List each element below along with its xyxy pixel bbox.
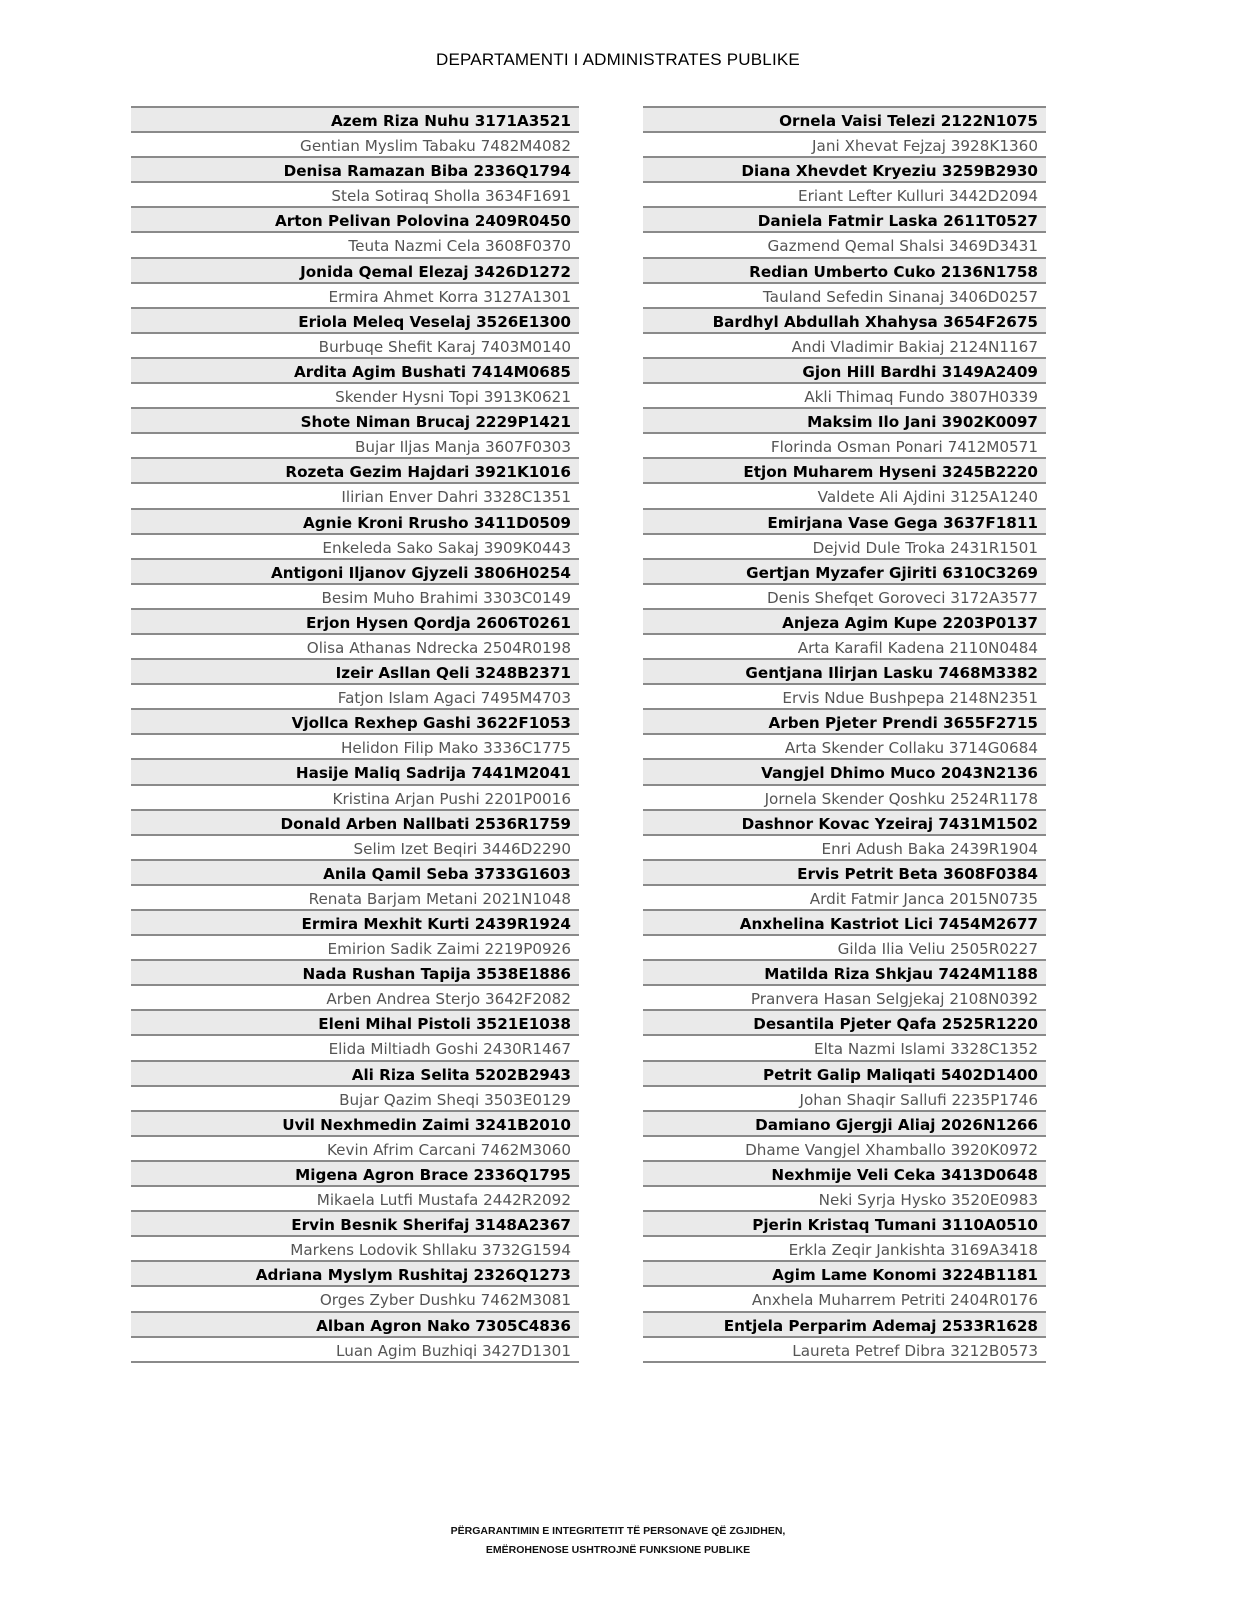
list-item: Bardhyl Abdullah Xhahysa 3654F2675 (643, 309, 1046, 334)
list-item: Antigoni Iljanov Gjyzeli 3806H0254 (131, 560, 579, 585)
list-item: Luan Agim Buzhiqi 3427D1301 (131, 1338, 579, 1363)
list-item: Eriola Meleq Veselaj 3526E1300 (131, 309, 579, 334)
footer-line-2: EMËROHENOSE USHTROJNË FUNKSIONE PUBLIKE (485, 1544, 751, 1556)
list-item: Anjeza Agim Kupe 2203P0137 (643, 610, 1046, 635)
list-item: Denisa Ramazan Biba 2336Q1794 (131, 158, 579, 183)
list-item: Orges Zyber Dushku 7462M3081 (131, 1287, 579, 1312)
list-item: Adriana Myslym Rushitaj 2326Q1273 (131, 1262, 579, 1287)
list-item: Ervis Petrit Beta 3608F0384 (643, 861, 1046, 886)
list-item: Anxhela Muharrem Petriti 2404R0176 (643, 1287, 1046, 1312)
list-item: Etjon Muharem Hyseni 3245B2220 (643, 459, 1046, 484)
list-item: Azem Riza Nuhu 3171A3521 (131, 108, 579, 133)
list-item: Agnie Kroni Rrusho 3411D0509 (131, 510, 579, 535)
list-item: Selim Izet Beqiri 3446D2290 (131, 836, 579, 861)
list-item: Donald Arben Nallbati 2536R1759 (131, 811, 579, 836)
list-item: Petrit Galip Maliqati 5402D1400 (643, 1062, 1046, 1087)
list-item: Erkla Zeqir Jankishta 3169A3418 (643, 1237, 1046, 1262)
list-item: Rozeta Gezim Hajdari 3921K1016 (131, 459, 579, 484)
list-item: Besim Muho Brahimi 3303C0149 (131, 585, 579, 610)
list-item: Matilda Riza Shkjau 7424M1188 (643, 961, 1046, 986)
list-item: Arta Karafil Kadena 2110N0484 (643, 635, 1046, 660)
list-item: Kristina Arjan Pushi 2201P0016 (131, 786, 579, 811)
list-item: Ardit Fatmir Janca 2015N0735 (643, 886, 1046, 911)
list-item: Gentjana Ilirjan Lasku 7468M3382 (643, 660, 1046, 685)
list-item: Ardita Agim Bushati 7414M0685 (131, 359, 579, 384)
footer-line-1: PËRGARANTIMIN E INTEGRITETIT TË PERSONAVE QË ZGJIDHEN, (450, 1525, 786, 1537)
list-item: Florinda Osman Ponari 7412M0571 (643, 434, 1046, 459)
list-item: Ermira Ahmet Korra 3127A1301 (131, 284, 579, 309)
list-item: Elta Nazmi Islami 3328C1352 (643, 1036, 1046, 1061)
list-item: Nexhmije Veli Ceka 3413D0648 (643, 1162, 1046, 1187)
list-item: Denis Shefqet Goroveci 3172A3577 (643, 585, 1046, 610)
list-item: Desantila Pjeter Qafa 2525R1220 (643, 1011, 1046, 1036)
list-item: Tauland Sefedin Sinanaj 3406D0257 (643, 284, 1046, 309)
list-item: Erjon Hysen Qordja 2606T0261 (131, 610, 579, 635)
list-item: Uvil Nexhmedin Zaimi 3241B2010 (131, 1112, 579, 1137)
list-item: Kevin Afrim Carcani 7462M3060 (131, 1137, 579, 1162)
list-item: Shote Niman Brucaj 2229P1421 (131, 409, 579, 434)
list-item: Hasije Maliq Sadrija 7441M2041 (131, 760, 579, 785)
list-item: Enri Adush Baka 2439R1904 (643, 836, 1046, 861)
list-item: Stela Sotiraq Sholla 3634F1691 (131, 183, 579, 208)
list-item: Johan Shaqir Sallufi 2235P1746 (643, 1087, 1046, 1112)
list-item: Dashnor Kovac Yzeiraj 7431M1502 (643, 811, 1046, 836)
left-name-list (131, 106, 579, 1363)
list-item: Ilirian Enver Dahri 3328C1351 (131, 484, 579, 509)
list-item: Mikaela Lutfi Mustafa 2442R2092 (131, 1187, 579, 1212)
list-item: Enkeleda Sako Sakaj 3909K0443 (131, 535, 579, 560)
list-item: Ervis Ndue Bushpepa 2148N2351 (643, 685, 1046, 710)
list-item: Ornela Vaisi Telezi 2122N1075 (643, 108, 1046, 133)
list-item: Arben Andrea Sterjo 3642F2082 (131, 986, 579, 1011)
list-item: Emirjana Vase Gega 3637F1811 (643, 510, 1046, 535)
list-item: Izeir Asllan Qeli 3248B2371 (131, 660, 579, 685)
list-item: Migena Agron Brace 2336Q1795 (131, 1162, 579, 1187)
list-item: Eriant Lefter Kulluri 3442D2094 (643, 183, 1046, 208)
list-item: Pjerin Kristaq Tumani 3110A0510 (643, 1212, 1046, 1237)
list-item: Dejvid Dule Troka 2431R1501 (643, 535, 1046, 560)
list-item: Arben Pjeter Prendi 3655F2715 (643, 710, 1046, 735)
list-item: Gilda Ilia Veliu 2505R0227 (643, 936, 1046, 961)
list-item: Alban Agron Nako 7305C4836 (131, 1313, 579, 1338)
list-item: Bujar Qazim Sheqi 3503E0129 (131, 1087, 579, 1112)
list-item: Arta Skender Collaku 3714G0684 (643, 735, 1046, 760)
list-item: Valdete Ali Ajdini 3125A1240 (643, 484, 1046, 509)
list-item: Burbuqe Shefit Karaj 7403M0140 (131, 334, 579, 359)
list-item: Anila Qamil Seba 3733G1603 (131, 861, 579, 886)
page-footer (0, 1522, 1236, 1560)
list-item: Laureta Petref Dibra 3212B0573 (643, 1338, 1046, 1363)
list-item: Elida Miltiadh Goshi 2430R1467 (131, 1036, 579, 1061)
list-item: Dhame Vangjel Xhamballo 3920K0972 (643, 1137, 1046, 1162)
list-item: Ali Riza Selita 5202B2943 (131, 1062, 579, 1087)
list-item: Damiano Gjergji Aliaj 2026N1266 (643, 1112, 1046, 1137)
list-item: Andi Vladimir Bakiaj 2124N1167 (643, 334, 1046, 359)
list-item: Jornela Skender Qoshku 2524R1178 (643, 786, 1046, 811)
list-item: Maksim Ilo Jani 3902K0097 (643, 409, 1046, 434)
list-item: Redian Umberto Cuko 2136N1758 (643, 259, 1046, 284)
list-item: Ervin Besnik Sherifaj 3148A2367 (131, 1212, 579, 1237)
list-item: Vjollca Rexhep Gashi 3622F1053 (131, 710, 579, 735)
list-item: Gertjan Myzafer Gjiriti 6310C3269 (643, 560, 1046, 585)
list-item: Diana Xhevdet Kryeziu 3259B2930 (643, 158, 1046, 183)
list-item: Renata Barjam Metani 2021N1048 (131, 886, 579, 911)
list-item: Akli Thimaq Fundo 3807H0339 (643, 384, 1046, 409)
list-item: Eleni Mihal Pistoli 3521E1038 (131, 1011, 579, 1036)
list-item: Jani Xhevat Fejzaj 3928K1360 (643, 133, 1046, 158)
list-item: Anxhelina Kastriot Lici 7454M2677 (643, 911, 1046, 936)
list-item: Gentian Myslim Tabaku 7482M4082 (131, 133, 579, 158)
list-item: Ermira Mexhit Kurti 2439R1924 (131, 911, 579, 936)
list-item: Fatjon Islam Agaci 7495M4703 (131, 685, 579, 710)
list-item: Pranvera Hasan Selgjekaj 2108N0392 (643, 986, 1046, 1011)
list-item: Markens Lodovik Shllaku 3732G1594 (131, 1237, 579, 1262)
list-item: Agim Lame Konomi 3224B1181 (643, 1262, 1046, 1287)
list-item: Daniela Fatmir Laska 2611T0527 (643, 208, 1046, 233)
list-item: Teuta Nazmi Cela 3608F0370 (131, 233, 579, 258)
list-item: Entjela Perparim Ademaj 2533R1628 (643, 1313, 1046, 1338)
list-item: Emirion Sadik Zaimi 2219P0926 (131, 936, 579, 961)
list-item: Vangjel Dhimo Muco 2043N2136 (643, 760, 1046, 785)
list-item: Helidon Filip Mako 3336C1775 (131, 735, 579, 760)
list-item: Skender Hysni Topi 3913K0621 (131, 384, 579, 409)
page-title: DEPARTAMENTI I ADMINISTRATES PUBLIKE (436, 50, 800, 69)
list-item: Neki Syrja Hysko 3520E0983 (643, 1187, 1046, 1212)
list-item: Gjon Hill Bardhi 3149A2409 (643, 359, 1046, 384)
list-item: Olisa Athanas Ndrecka 2504R0198 (131, 635, 579, 660)
list-item: Arton Pelivan Polovina 2409R0450 (131, 208, 579, 233)
list-item: Jonida Qemal Elezaj 3426D1272 (131, 259, 579, 284)
list-item: Nada Rushan Tapija 3538E1886 (131, 961, 579, 986)
list-item: Gazmend Qemal Shalsi 3469D3431 (643, 233, 1046, 258)
right-name-list (643, 106, 1046, 1363)
list-item: Bujar Iljas Manja 3607F0303 (131, 434, 579, 459)
